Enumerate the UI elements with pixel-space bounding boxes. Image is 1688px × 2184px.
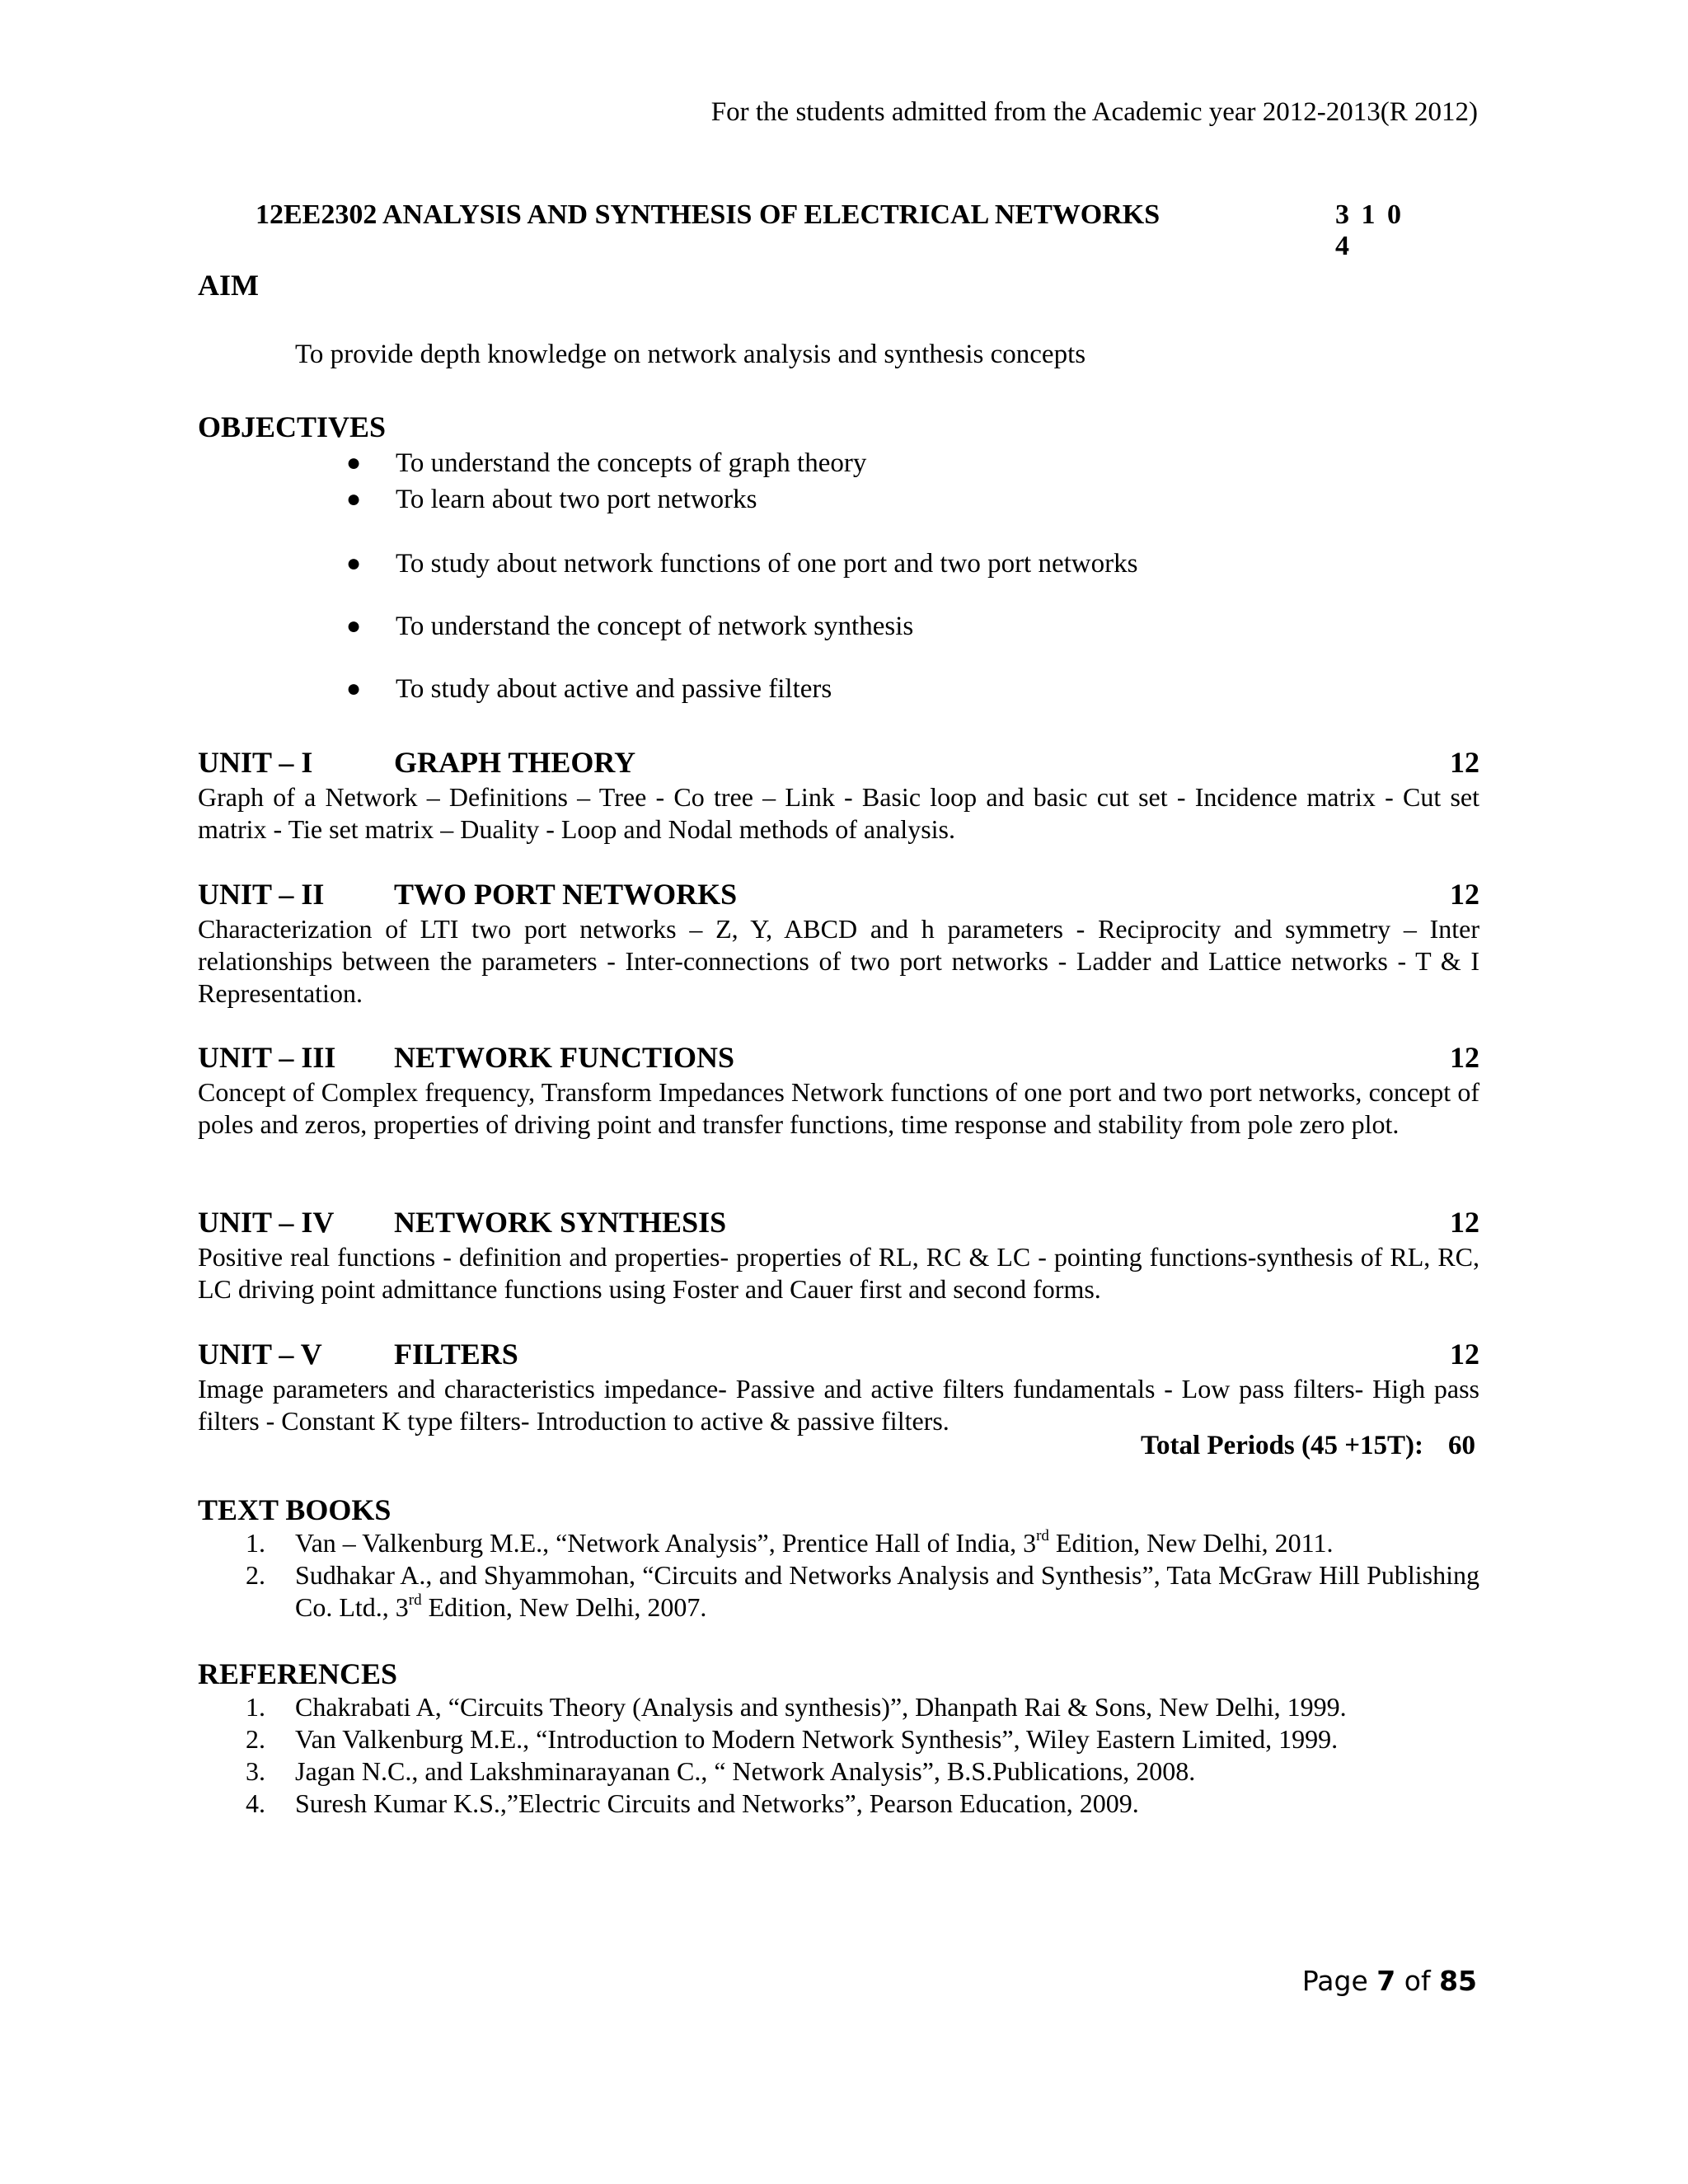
objective-item: ● To study about active and passive filters — [346, 671, 832, 707]
objectives-list — [346, 445, 866, 518]
objectives-heading: OBJECTIVES — [198, 410, 387, 443]
aim-heading: AIM — [198, 269, 259, 302]
unit-section — [198, 877, 1479, 1010]
bullet-icon: ● — [346, 485, 362, 513]
unit-heading — [198, 1040, 1479, 1076]
references-heading: REFERENCES — [198, 1657, 398, 1690]
unit-heading — [198, 877, 1479, 913]
unit-description: Graph of a Network – Definitions – Tree - Co tree – Link - Basic loop and basic cut set - Incidence matrix - Cut set matrix - Tie set matrix – Duality - Loop and Nodal methods of analysis. — [198, 782, 1479, 844]
unit-section — [198, 1205, 1479, 1305]
text-books-list — [198, 1527, 1479, 1624]
course-credits: 3 1 0 4 — [1335, 199, 1401, 261]
admission-note: For the students admitted from the Academic year 2012-2013(R 2012) — [710, 97, 1478, 127]
unit-heading — [198, 745, 1479, 781]
objectives-list — [346, 608, 913, 644]
page-number: Page 7 of 85 — [1301, 1965, 1477, 1997]
unit-description: Characterization of LTI two port networks – Z, Y, ABCD and h parameters - Reciprocity and symmetry – Inter relationships between the parameters - Inter-connections of two port networks - Ladder and Lattice networks - T & I Representation. — [198, 914, 1479, 1008]
bullet-icon: ● — [346, 612, 362, 640]
unit-hours: 12 — [1450, 746, 1479, 779]
unit-heading — [198, 1205, 1479, 1241]
unit-number: UNIT – III — [198, 1041, 336, 1074]
text-book-item: 2. Sudhakar A., and Shyammohan, “Circuits and Networks Analysis and Synthesis”, Tata McGraw Hill Publishing Co. Ltd., 3rd Edition, New Delhi, 2007. — [246, 1560, 1479, 1622]
unit-title: NETWORK SYNTHESIS — [394, 1206, 727, 1239]
reference-item: 4. Suresh Kumar K.S.,”Electric Circuits and Networks”, Pearson Education, 2009. — [246, 1788, 1139, 1818]
bullet-icon: ● — [346, 675, 362, 702]
unit-number: UNIT – II — [198, 878, 325, 911]
course-title-row — [256, 199, 1426, 261]
unit-section — [198, 745, 1479, 846]
aim-text: To provide depth knowledge on network analysis and synthesis concepts — [295, 340, 1086, 369]
total-periods — [1141, 1431, 1475, 1461]
reference-item: 3. Jagan N.C., and Lakshminarayanan C., “ Network Analysis”, B.S.Publications, 2008. — [246, 1756, 1196, 1786]
unit-heading — [198, 1337, 1479, 1373]
unit-title: GRAPH THEORY — [394, 746, 636, 779]
total-periods-label: Total Periods (45 +15T): — [1141, 1431, 1423, 1460]
unit-hours: 12 — [1450, 1338, 1479, 1371]
text-books-heading: TEXT BOOKS — [198, 1493, 392, 1526]
objective-item: ● To learn about two port networks — [346, 481, 866, 518]
unit-number: UNIT – I — [198, 746, 313, 779]
unit-title: FILTERS — [394, 1338, 518, 1371]
references-list — [198, 1691, 1479, 1820]
unit-hours: 12 — [1450, 1206, 1479, 1239]
unit-hours: 12 — [1450, 1041, 1479, 1074]
total-periods-value: 60 — [1448, 1431, 1475, 1460]
unit-description: Image parameters and characteristics impedance- Passive and active filters fundamentals - Low pass filters- High pass filters - Constant K type filters- Introduction to active & passive filters. — [198, 1374, 1479, 1436]
unit-title: NETWORK FUNCTIONS — [394, 1041, 735, 1074]
bullet-icon: ● — [346, 550, 362, 577]
unit-section — [198, 1337, 1479, 1437]
objective-item: ● To understand the concepts of graph theory — [346, 445, 866, 481]
unit-number: UNIT – IV — [198, 1206, 335, 1239]
course-title: 12EE2302 ANALYSIS AND SYNTHESIS OF ELECTRICAL NETWORKS — [256, 199, 1160, 230]
reference-item: 2. Van Valkenburg M.E., “Introduction to Modern Network Synthesis”, Wiley Eastern Limited, 1999. — [246, 1724, 1339, 1754]
unit-title: TWO PORT NETWORKS — [394, 878, 738, 911]
unit-number: UNIT – V — [198, 1338, 322, 1371]
reference-item: 1. Chakrabati A, “Circuits Theory (Analysis and synthesis)”, Dhanpath Rai & Sons, New Delhi, 1999. — [246, 1692, 1347, 1722]
objectives-list — [346, 671, 832, 707]
unit-description: Positive real functions - definition and properties- properties of RL, RC & LC - pointing functions-synthesis of RL, RC, LC driving point admittance functions using Foster and Cauer first and second forms. — [198, 1242, 1479, 1304]
text-book-item: 1. Van – Valkenburg M.E., “Network Analysis”, Prentice Hall of India, 3rd Edition, New Delhi, 2011. — [246, 1527, 1334, 1558]
bullet-icon: ● — [346, 449, 362, 476]
objectives-list — [346, 546, 1137, 582]
unit-description: Concept of Complex frequency, Transform Impedances Network functions of one port and two port networks, concept of poles and zeros, properties of driving point and transfer functions, time response and stability from pole zero plot. — [198, 1077, 1479, 1139]
unit-hours: 12 — [1450, 878, 1479, 911]
objective-item: ● To study about network functions of one port and two port networks — [346, 546, 1137, 582]
unit-section — [198, 1040, 1479, 1141]
objective-item: ● To understand the concept of network synthesis — [346, 608, 913, 644]
